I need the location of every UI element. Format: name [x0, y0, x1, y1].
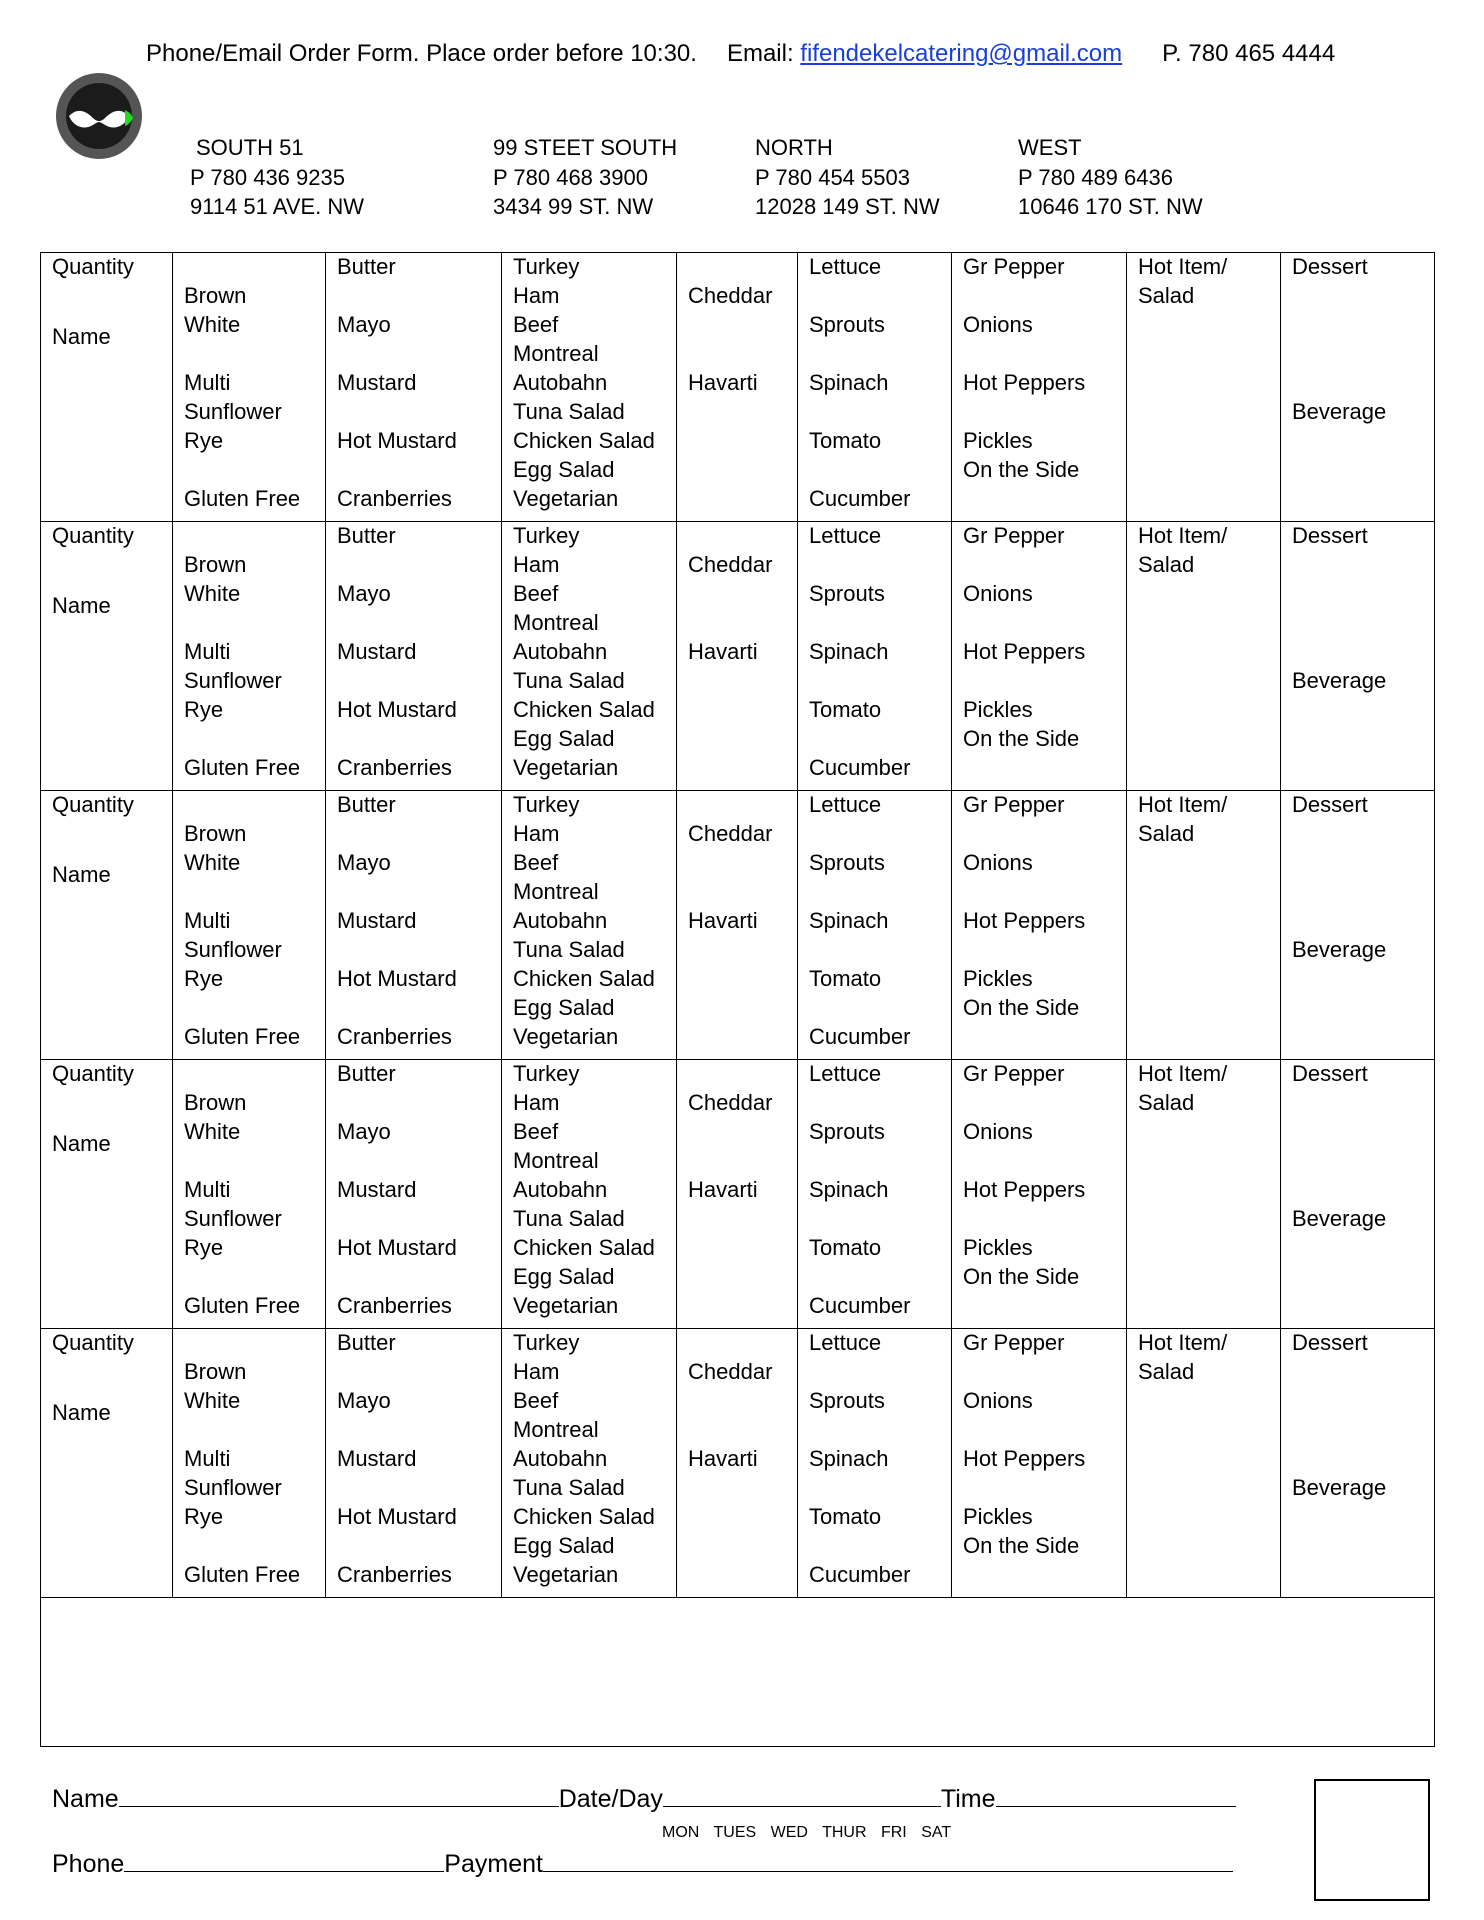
option-fillings: Beef [513, 312, 559, 337]
option-fillings: Egg Salad [513, 1264, 615, 1289]
option-customer: Name [52, 324, 111, 349]
option-fillings: Turkey [513, 1061, 580, 1086]
option-breads: Multi [184, 908, 231, 933]
header-phone: P. 780 465 4444 [1162, 40, 1336, 67]
option-extras: Beverage [1292, 399, 1387, 424]
location-name: NORTH [755, 135, 833, 160]
option-greens: Spinach [809, 639, 889, 664]
cell-hot[interactable] [1127, 1060, 1281, 1329]
option-breads: Sunflower [184, 668, 282, 693]
weekday-options: MON TUES WED THUR FRI SAT [662, 1824, 952, 1841]
cell-breads[interactable] [173, 791, 326, 1060]
location-west [1018, 133, 1203, 222]
option-spreads: Cranberries [337, 1562, 452, 1587]
option-breads: Multi [184, 1446, 231, 1471]
option-spreads: Butter [337, 792, 396, 817]
option-hot: Salad [1138, 821, 1195, 846]
option-breads: Sunflower [184, 1475, 282, 1500]
option-spreads: Mayo [337, 1388, 391, 1413]
option-breads: Brown [184, 1359, 247, 1384]
option-fillings: Beef [513, 1119, 559, 1144]
option-greens: Tomato [809, 1235, 882, 1260]
cell-fillings[interactable] [502, 791, 677, 1060]
option-greens: Tomato [809, 966, 882, 991]
location-99-street-south [493, 133, 677, 222]
cell-breads[interactable] [173, 522, 326, 791]
option-fillings: Chicken Salad [513, 966, 655, 991]
location-phone: P 780 454 5503 [755, 164, 910, 190]
option-greens: Sprouts [809, 1119, 885, 1144]
email-link[interactable]: fifendekelcatering@gmail.com [800, 40, 1123, 67]
cell-customer[interactable] [41, 1329, 173, 1598]
cell-customer[interactable] [41, 791, 173, 1060]
cell-extras[interactable] [1281, 253, 1435, 522]
option-greens: Cucumber [809, 1293, 911, 1318]
form-title: Phone/Email Order Form. Place order before 10:30. [146, 40, 697, 67]
order-row [41, 791, 1435, 1060]
cell-customer[interactable] [41, 253, 173, 522]
option-spreads: Butter [337, 523, 396, 548]
option-spreads: Hot Mustard [337, 428, 457, 453]
cell-breads[interactable] [173, 1329, 326, 1598]
option-fillings: Montreal [513, 341, 599, 366]
order-table [40, 252, 1435, 1747]
option-fillings: Vegetarian [513, 1024, 619, 1049]
option-spreads: Mustard [337, 1446, 417, 1471]
cell-toppings[interactable] [952, 791, 1127, 1060]
date-field[interactable] [663, 1784, 941, 1807]
option-breads: Brown [184, 283, 247, 308]
option-breads: Multi [184, 639, 231, 664]
option-greens: Cucumber [809, 486, 911, 511]
option-fillings: Montreal [513, 610, 599, 635]
option-fillings: Autobahn [513, 908, 608, 933]
option-breads: Rye [184, 1235, 224, 1260]
cell-spreads[interactable] [326, 791, 502, 1060]
option-fillings: Beef [513, 581, 559, 606]
cell-fillings[interactable] [502, 253, 677, 522]
option-greens: Lettuce [809, 1330, 882, 1355]
option-fillings: Autobahn [513, 1446, 608, 1471]
option-toppings: On the Side [963, 1264, 1080, 1289]
cell-fillings[interactable] [502, 522, 677, 791]
name-field[interactable] [119, 1784, 559, 1807]
cell-hot[interactable] [1127, 1329, 1281, 1598]
option-spreads: Hot Mustard [337, 966, 457, 991]
cell-spreads[interactable] [326, 1329, 502, 1598]
option-fillings: Ham [513, 1359, 560, 1384]
option-breads: White [184, 850, 241, 875]
option-greens: Lettuce [809, 1061, 882, 1086]
option-breads: Gluten Free [184, 486, 301, 511]
option-toppings: Hot Peppers [963, 370, 1086, 395]
cell-spreads[interactable] [326, 522, 502, 791]
option-fillings: Tuna Salad [513, 937, 625, 962]
option-customer: Quantity [52, 523, 134, 548]
option-spreads: Mayo [337, 581, 391, 606]
option-fillings: Turkey [513, 792, 580, 817]
option-toppings: On the Side [963, 995, 1080, 1020]
option-toppings: On the Side [963, 457, 1080, 482]
option-fillings: Turkey [513, 523, 580, 548]
option-spreads: Hot Mustard [337, 1504, 457, 1529]
location-phone: P 780 468 3900 [493, 164, 648, 190]
option-fillings: Egg Salad [513, 457, 615, 482]
option-cheeses: Cheddar [688, 552, 773, 577]
option-hot: Hot Item/ [1138, 523, 1228, 548]
cell-breads[interactable] [173, 253, 326, 522]
option-breads: Rye [184, 966, 224, 991]
option-fillings: Tuna Salad [513, 1475, 625, 1500]
option-greens: Spinach [809, 1446, 889, 1471]
option-greens: Sprouts [809, 1388, 885, 1413]
option-breads: White [184, 1388, 241, 1413]
option-toppings: Pickles [963, 428, 1033, 453]
option-fillings: Tuna Salad [513, 1206, 625, 1231]
option-greens: Cucumber [809, 1562, 911, 1587]
option-toppings: On the Side [963, 1533, 1080, 1558]
option-spreads: Mustard [337, 639, 417, 664]
option-hot: Hot Item/ [1138, 1330, 1228, 1355]
location-address: 3434 99 ST. NW [493, 194, 654, 219]
date-label: Date/Day [558, 1785, 663, 1813]
option-toppings: Onions [963, 581, 1033, 606]
option-breads: Brown [184, 821, 247, 846]
order-row [41, 1329, 1435, 1598]
location-phone: P 780 436 9235 [190, 164, 345, 190]
option-hot: Salad [1138, 1359, 1195, 1384]
option-breads: Rye [184, 1504, 224, 1529]
option-breads: Rye [184, 697, 224, 722]
phone-label: Phone [52, 1850, 125, 1878]
option-hot: Hot Item/ [1138, 254, 1228, 279]
option-fillings: Tuna Salad [513, 668, 625, 693]
notes-area[interactable] [41, 1598, 1435, 1747]
option-fillings: Montreal [513, 879, 599, 904]
cell-customer[interactable] [41, 522, 173, 791]
option-breads: Sunflower [184, 399, 282, 424]
option-customer: Quantity [52, 1061, 134, 1086]
cell-cheeses[interactable] [677, 1060, 798, 1329]
option-cheeses: Havarti [688, 1177, 758, 1202]
option-toppings: Onions [963, 1119, 1033, 1144]
option-hot: Salad [1138, 283, 1195, 308]
option-toppings: Pickles [963, 966, 1033, 991]
option-fillings: Tuna Salad [513, 399, 625, 424]
option-fillings: Beef [513, 1388, 559, 1413]
option-hot: Salad [1138, 1090, 1195, 1115]
option-spreads: Mustard [337, 908, 417, 933]
email-label: Email: [726, 40, 794, 67]
option-fillings: Montreal [513, 1148, 599, 1173]
option-fillings: Ham [513, 283, 560, 308]
option-fillings: Vegetarian [513, 1293, 619, 1318]
option-customer: Name [52, 1400, 111, 1425]
option-spreads: Hot Mustard [337, 1235, 457, 1260]
option-greens: Spinach [809, 908, 889, 933]
payment-label: Payment [444, 1850, 543, 1878]
option-greens: Lettuce [809, 523, 882, 548]
option-cheeses: Havarti [688, 908, 758, 933]
location-address: 12028 149 ST. NW [755, 194, 940, 219]
cell-greens[interactable] [798, 253, 952, 522]
cell-greens[interactable] [798, 522, 952, 791]
option-extras: Beverage [1292, 668, 1387, 693]
cell-hot[interactable] [1127, 522, 1281, 791]
option-toppings: Gr Pepper [963, 1061, 1065, 1086]
option-toppings: Onions [963, 1388, 1033, 1413]
location-south-51 [190, 133, 364, 222]
option-greens: Spinach [809, 370, 889, 395]
option-breads: Gluten Free [184, 1024, 301, 1049]
cell-greens[interactable] [798, 1329, 952, 1598]
option-breads: Brown [184, 552, 247, 577]
option-customer: Quantity [52, 792, 134, 817]
option-fillings: Autobahn [513, 639, 608, 664]
cell-cheeses[interactable] [677, 253, 798, 522]
option-toppings: Gr Pepper [963, 523, 1065, 548]
option-greens: Sprouts [809, 312, 885, 337]
order-row [41, 253, 1435, 522]
option-greens: Sprouts [809, 581, 885, 606]
option-spreads: Mayo [337, 1119, 391, 1144]
location-phone: P 780 489 6436 [1018, 164, 1173, 190]
option-greens: Tomato [809, 1504, 882, 1529]
option-greens: Tomato [809, 697, 882, 722]
cell-cheeses[interactable] [677, 1329, 798, 1598]
option-cheeses: Cheddar [688, 1359, 773, 1384]
option-fillings: Chicken Salad [513, 697, 655, 722]
option-spreads: Butter [337, 1061, 396, 1086]
option-fillings: Egg Salad [513, 995, 615, 1020]
option-fillings: Turkey [513, 1330, 580, 1355]
phone-field[interactable] [124, 1849, 444, 1872]
order-row [41, 522, 1435, 791]
option-spreads: Mayo [337, 850, 391, 875]
option-toppings: Hot Peppers [963, 639, 1086, 664]
option-breads: Gluten Free [184, 1293, 301, 1318]
option-customer: Name [52, 1131, 111, 1156]
option-fillings: Turkey [513, 254, 580, 279]
option-hot: Salad [1138, 552, 1195, 577]
cell-toppings[interactable] [952, 1060, 1127, 1329]
order-row [41, 1060, 1435, 1329]
option-breads: Gluten Free [184, 755, 301, 780]
option-toppings: Hot Peppers [963, 1177, 1086, 1202]
option-customer: Quantity [52, 254, 134, 279]
option-extras: Dessert [1292, 523, 1368, 548]
option-fillings: Autobahn [513, 1177, 608, 1202]
stamp-box[interactable] [1314, 1779, 1430, 1901]
option-fillings: Ham [513, 1090, 560, 1115]
option-cheeses: Havarti [688, 1446, 758, 1471]
option-breads: Multi [184, 370, 231, 395]
option-fillings: Autobahn [513, 370, 608, 395]
option-toppings: Hot Peppers [963, 908, 1086, 933]
cell-fillings[interactable] [502, 1329, 677, 1598]
option-fillings: Chicken Salad [513, 1235, 655, 1260]
option-extras: Dessert [1292, 254, 1368, 279]
option-breads: Multi [184, 1177, 231, 1202]
option-breads: Brown [184, 1090, 247, 1115]
location-name: WEST [1018, 135, 1082, 160]
cell-toppings[interactable] [952, 253, 1127, 522]
location-name: 99 STEET SOUTH [493, 135, 678, 160]
company-logo [55, 72, 143, 160]
option-extras: Dessert [1292, 1330, 1368, 1355]
option-fillings: Ham [513, 821, 560, 846]
option-cheeses: Havarti [688, 639, 758, 664]
cell-extras[interactable] [1281, 1060, 1435, 1329]
option-fillings: Vegetarian [513, 1562, 619, 1587]
option-toppings: Gr Pepper [963, 254, 1065, 279]
footer-row-2 [52, 1849, 1233, 1879]
location-address: 9114 51 AVE. NW [190, 194, 365, 219]
option-toppings: Gr Pepper [963, 792, 1065, 817]
cell-extras[interactable] [1281, 1329, 1435, 1598]
notes-row [41, 1598, 1435, 1747]
option-toppings: Onions [963, 312, 1033, 337]
cell-spreads[interactable] [326, 1060, 502, 1329]
option-greens: Tomato [809, 428, 882, 453]
option-spreads: Mustard [337, 370, 417, 395]
cell-spreads[interactable] [326, 253, 502, 522]
option-fillings: Vegetarian [513, 486, 619, 511]
option-extras: Dessert [1292, 792, 1368, 817]
option-toppings: Pickles [963, 1504, 1033, 1529]
option-breads: Sunflower [184, 1206, 282, 1231]
cell-greens[interactable] [798, 1060, 952, 1329]
option-fillings: Ham [513, 552, 560, 577]
option-customer: Name [52, 593, 111, 618]
option-toppings: Pickles [963, 697, 1033, 722]
option-extras: Beverage [1292, 1475, 1387, 1500]
option-spreads: Cranberries [337, 755, 452, 780]
option-customer: Name [52, 862, 111, 887]
option-extras: Dessert [1292, 1061, 1368, 1086]
time-field[interactable] [996, 1784, 1236, 1807]
option-fillings: Montreal [513, 1417, 599, 1442]
cell-cheeses[interactable] [677, 522, 798, 791]
cell-extras[interactable] [1281, 791, 1435, 1060]
cell-fillings[interactable] [502, 1060, 677, 1329]
location-name: SOUTH 51 [196, 135, 304, 160]
option-cheeses: Cheddar [688, 821, 773, 846]
option-greens: Spinach [809, 1177, 889, 1202]
option-hot: Hot Item/ [1138, 1061, 1228, 1086]
option-toppings: Onions [963, 850, 1033, 875]
option-toppings: Gr Pepper [963, 1330, 1065, 1355]
option-greens: Cucumber [809, 755, 911, 780]
option-spreads: Mayo [337, 312, 391, 337]
name-label: Name [52, 1785, 119, 1813]
option-fillings: Chicken Salad [513, 1504, 655, 1529]
option-greens: Lettuce [809, 792, 882, 817]
option-spreads: Mustard [337, 1177, 417, 1202]
option-fillings: Chicken Salad [513, 428, 655, 453]
header-line [146, 40, 1335, 68]
option-toppings: On the Side [963, 726, 1080, 751]
time-label: Time [940, 1785, 996, 1813]
option-extras: Beverage [1292, 937, 1387, 962]
option-cheeses: Havarti [688, 370, 758, 395]
option-breads: White [184, 581, 241, 606]
option-fillings: Egg Salad [513, 726, 615, 751]
option-fillings: Vegetarian [513, 755, 619, 780]
option-toppings: Hot Peppers [963, 1446, 1086, 1471]
option-breads: White [184, 1119, 241, 1144]
option-greens: Cucumber [809, 1024, 911, 1049]
cell-cheeses[interactable] [677, 791, 798, 1060]
option-extras: Beverage [1292, 1206, 1387, 1231]
cell-hot[interactable] [1127, 253, 1281, 522]
cell-customer[interactable] [41, 1060, 173, 1329]
option-breads: Gluten Free [184, 1562, 301, 1587]
option-spreads: Cranberries [337, 486, 452, 511]
cell-toppings[interactable] [952, 1329, 1127, 1598]
option-spreads: Hot Mustard [337, 697, 457, 722]
option-cheeses: Cheddar [688, 283, 773, 308]
option-greens: Lettuce [809, 254, 882, 279]
option-spreads: Cranberries [337, 1024, 452, 1049]
option-greens: Sprouts [809, 850, 885, 875]
cell-greens[interactable] [798, 791, 952, 1060]
cell-breads[interactable] [173, 1060, 326, 1329]
option-breads: White [184, 312, 241, 337]
option-spreads: Butter [337, 1330, 396, 1355]
option-customer: Quantity [52, 1330, 134, 1355]
cell-hot[interactable] [1127, 791, 1281, 1060]
option-cheeses: Cheddar [688, 1090, 773, 1115]
option-fillings: Beef [513, 850, 559, 875]
option-breads: Sunflower [184, 937, 282, 962]
option-breads: Rye [184, 428, 224, 453]
location-address: 10646 170 ST. NW [1018, 194, 1203, 219]
option-hot: Hot Item/ [1138, 792, 1228, 817]
option-fillings: Egg Salad [513, 1533, 615, 1558]
cell-extras[interactable] [1281, 522, 1435, 791]
cell-toppings[interactable] [952, 522, 1127, 791]
payment-field[interactable] [543, 1849, 1233, 1872]
option-toppings: Pickles [963, 1235, 1033, 1260]
option-spreads: Cranberries [337, 1293, 452, 1318]
option-spreads: Butter [337, 254, 396, 279]
footer-row-1 [52, 1784, 1236, 1814]
location-north [755, 133, 940, 222]
